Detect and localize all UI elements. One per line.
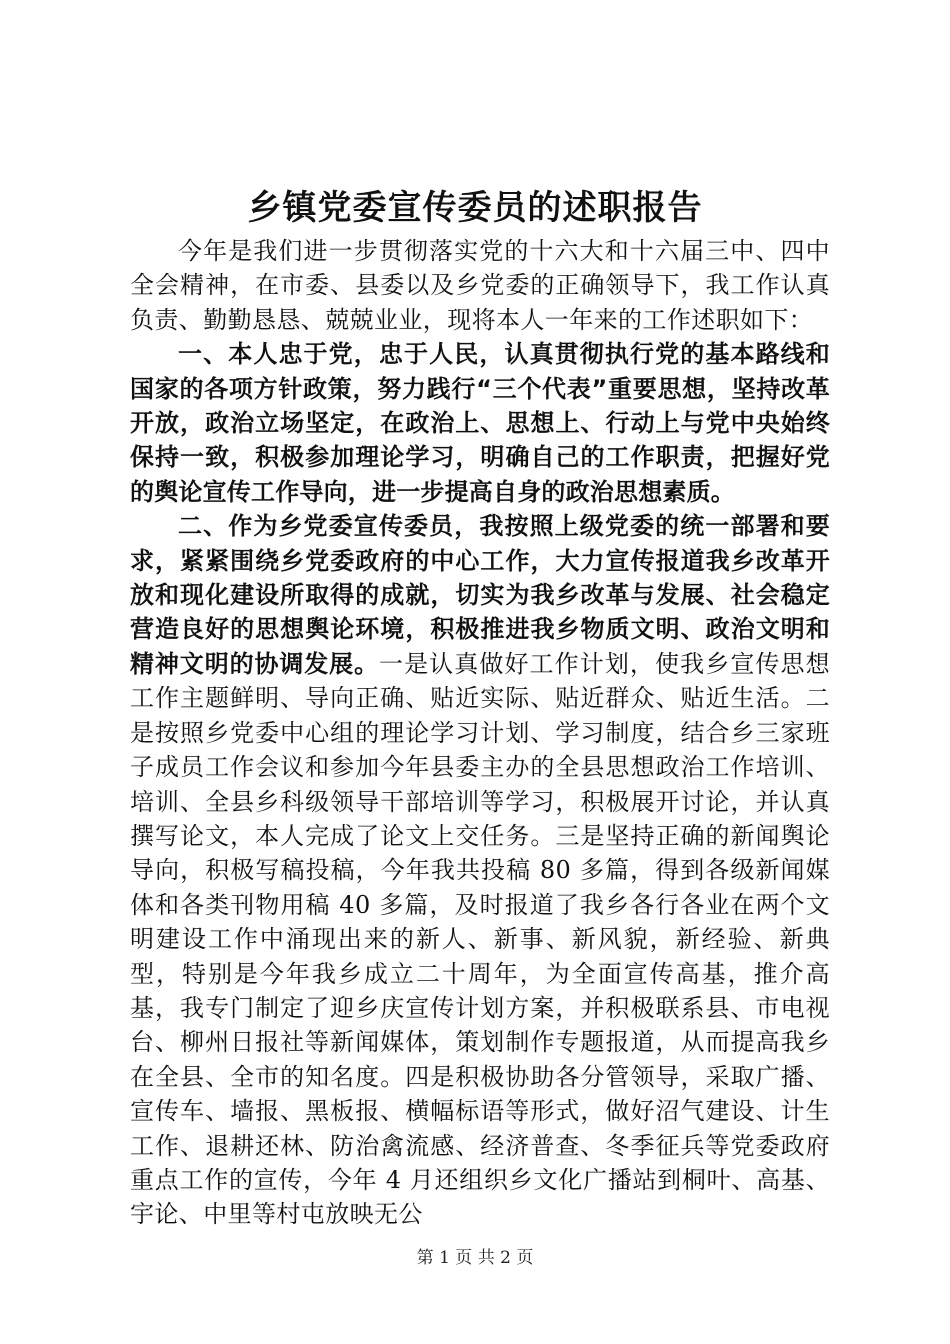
section-two-body: 一是认真做好工作计划，使我乡宣传思想工作主题鲜明、导向正确、贴近实际、贴近群众、贴近生活。二是按照乡党委中心组的理论学习计划、学习制度，结合乡三家班子成员工作会议和参加今年县委主办的全县思想政治工作培训、培训、全县乡科级领导干部培训等学习，积极展开讨论，并认真撰写论文，本人完成了论文上交任务。三是坚持正确的新闻舆论导向，积极写稿投稿，今年我共投稿 80 多篇，得到各级新闻媒体和各类刊物用稿 40 多篇，及时报道了我乡各行各业在两个文明建设工作中涌现出来的新人、新事、新风貌，新经验、新典型，特别是今年我乡成立二十周年，为全面宣传高基，推介高基，我专门制定了迎乡庆宣传计划方案，并积极联系县、市电视台、柳州日报社等新闻媒体，策划制作专题报道，从而提高我乡在全县、全市的知名度。四是积极协助各分管领导，采取广播、宣传车、墙报、黑板报、横幅标语等形式，做好沼气建设、计生工作、退耕还林、防治禽流感、经济普查、冬季征兵等党委政府重点工作的宣传，今年 4 月还组织乡文化广播站到桐叶、高基、宇论、中里等村屯放映无公 [130, 649, 831, 1229]
intro-paragraph: 今年是我们进一步贯彻落实党的十六大和十六届三中、四中全会精神，在市委、县委以及乡党委的正确领导下，我工作认真负责、勤勤恳恳、兢兢业业，现将本人一年来的工作述职如下： [130, 237, 830, 334]
section-two-paragraph [130, 509, 830, 1232]
document-title: 乡镇党委宣传委员的述职报告 [247, 188, 703, 228]
document-body [130, 234, 830, 1232]
page-footer: 第 1 页 共 2 页 [416, 1248, 534, 1268]
section-one-paragraph: 一、本人忠于党，忠于人民，认真贯彻执行党的基本路线和国家的各项方针政策，努力践行“三个代表”重要思想，坚持改革开放，政治立场坚定，在政治上、思想上、行动上与党中央始终保持一致，积极参加理论学习，明确自己的工作职责，把握好党的舆论宣传工作导向，进一步提高自身的政治思想素质。 [130, 340, 830, 506]
section-two-lead: 二、作为乡党委宣传委员，我按照上级党委的统一部署和要求，紧紧围绕乡党委政府的中心工作，大力宣传报道我乡改革开放和现化建设所取得的成就，切实为我乡改革与发展、社会稳定营造良好的思想舆论环境，积极推进我乡物质文明、政治文明和精神文明的协调发展。 [130, 512, 830, 678]
